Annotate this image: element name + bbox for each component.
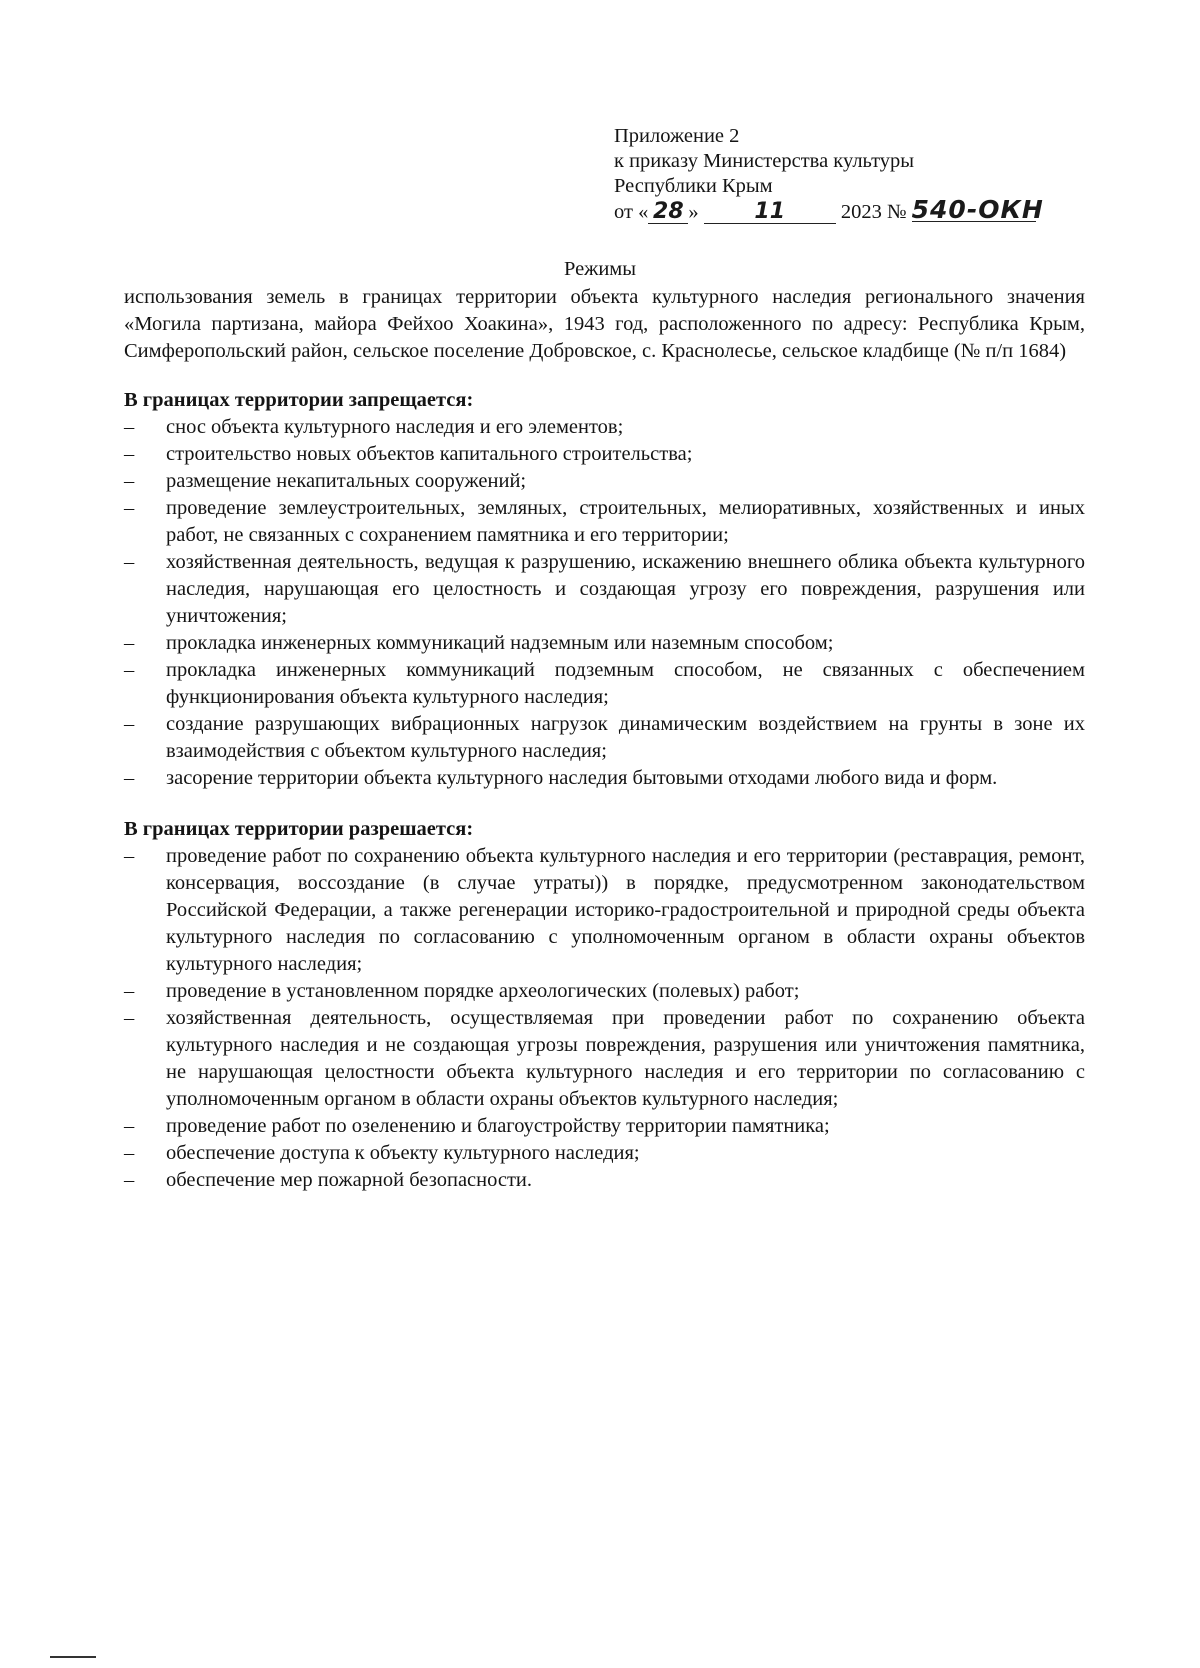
list-dash: – bbox=[124, 1007, 135, 1029]
list-dash: – bbox=[124, 1142, 135, 1164]
list-item-text: проведение работ по сохранению объекта культурного наследия и его территории (реставрация, ремонт, консервация, воссоздание (в случае утраты)) в порядке, предусмотренном законодательством Российской Федерации, а также регенерации историко-градостроительной и природной среды объекта культурного наследия по согласованию с уполномоченным органом в области охраны объектов культурного наследия; bbox=[166, 845, 1085, 975]
document-title: Режимы bbox=[563, 258, 637, 280]
list-dash: – bbox=[124, 659, 135, 681]
list-item-text: размещение некапитальных сооружений; bbox=[166, 470, 527, 492]
list-item-text: создание разрушающих вибрационных нагрузок динамическим воздействием на грунты в зоне их взаимодействия с объектом культурного наследия; bbox=[166, 713, 1085, 762]
list-item-text: хозяйственная деятельность, осуществляемая при проведении работ по сохранению объекта культурного наследия и не создающая угрозы повреждения, разрушения или уничтожения памятника, не нарушающая целостности объекта культурного наследия и его территории по согласованию с уполномоченным органом в области охраны объектов культурного наследия; bbox=[166, 1007, 1085, 1110]
date-year: 2023 № bbox=[840, 201, 907, 223]
republic-name: Республики Крым bbox=[614, 175, 773, 197]
list-item bbox=[124, 1005, 1085, 1113]
list-item bbox=[124, 468, 1085, 495]
order-date-line bbox=[614, 195, 1044, 225]
list-item bbox=[124, 657, 1085, 711]
list-dash: – bbox=[124, 632, 135, 654]
list-item-text: засорение территории объекта культурного наследия бытовыми отходами любого вида и форм. bbox=[166, 767, 998, 789]
appendix-header bbox=[614, 124, 1044, 225]
list-dash: – bbox=[124, 416, 135, 438]
scan-edge-mark bbox=[50, 1656, 96, 1658]
list-item bbox=[124, 441, 1085, 468]
list-dash: – bbox=[124, 845, 135, 867]
list-item-text: хозяйственная деятельность, ведущая к разрушению, искажению внешнего облика объекта культурного наследия, нарушающая его целостность и создающая угрозу его повреждения, разрушения или уничтожения; bbox=[166, 551, 1085, 627]
appendix-label: Приложение 2 bbox=[614, 125, 740, 147]
document-body bbox=[124, 284, 1085, 1194]
list-item bbox=[124, 978, 1085, 1005]
list-item bbox=[124, 765, 1085, 792]
list-dash: – bbox=[124, 551, 135, 573]
intro-paragraph: использования земель в границах территории объекта культурного наследия регионального значения «Могила партизана, майора Фейхоо Хоакина», 1943 год, расположенного по адресу: Республика Крым, Симферопольский район, сельское поселение Добровское, с. Краснолесье, сельское кладбище (№ п/п 1684) bbox=[124, 286, 1085, 362]
list-item bbox=[124, 843, 1085, 978]
list-item-text: проведение работ по озеленению и благоустройству территории памятника; bbox=[166, 1115, 830, 1137]
date-month-handwritten: 11 bbox=[704, 201, 836, 224]
list-dash: – bbox=[124, 1115, 135, 1137]
list-item bbox=[124, 711, 1085, 765]
list-item-text: обеспечение доступа к объекту культурного наследия; bbox=[166, 1142, 640, 1164]
list-dash: – bbox=[124, 980, 135, 1002]
list-item-text: снос объекта культурного наследия и его элементов; bbox=[166, 416, 624, 438]
allowed-heading: В границах территории разрешается: bbox=[124, 818, 474, 840]
list-item bbox=[124, 414, 1085, 441]
prohibited-heading: В границах территории запрещается: bbox=[124, 389, 474, 411]
list-item-text: строительство новых объектов капитального строительства; bbox=[166, 443, 693, 465]
list-item-text: проведение в установленном порядке археологических (полевых) работ; bbox=[166, 980, 800, 1002]
list-dash: – bbox=[124, 497, 135, 519]
list-dash: – bbox=[124, 470, 135, 492]
list-dash: – bbox=[124, 713, 135, 735]
list-item-text: прокладка инженерных коммуникаций надземным или наземным способом; bbox=[166, 632, 834, 654]
list-dash: – bbox=[124, 767, 135, 789]
prohibited-list bbox=[124, 414, 1085, 792]
date-day-handwritten: 28 bbox=[648, 201, 688, 224]
list-item bbox=[124, 549, 1085, 630]
date-prefix: от « bbox=[614, 201, 649, 223]
list-item bbox=[124, 630, 1085, 657]
list-item bbox=[124, 495, 1085, 549]
list-dash: – bbox=[124, 443, 135, 465]
order-reference: к приказу Министерства культуры bbox=[614, 150, 915, 172]
list-item bbox=[124, 1167, 1085, 1194]
list-item-text: прокладка инженерных коммуникаций подземным способом, не связанных с обеспечением функционирования объекта культурного наследия; bbox=[166, 659, 1085, 708]
allowed-list bbox=[124, 843, 1085, 1194]
list-item bbox=[124, 1140, 1085, 1167]
list-dash: – bbox=[124, 1169, 135, 1191]
list-item-text: проведение землеустроительных, земляных, строительных, мелиоративных, хозяйственных и иных работ, не связанных с сохранением памятника и его территории; bbox=[166, 497, 1085, 546]
list-item bbox=[124, 1113, 1085, 1140]
date-separator: » bbox=[688, 201, 699, 223]
list-item-text: обеспечение мер пожарной безопасности. bbox=[166, 1169, 533, 1191]
order-number-handwritten: 540-ОКН bbox=[911, 195, 1044, 224]
